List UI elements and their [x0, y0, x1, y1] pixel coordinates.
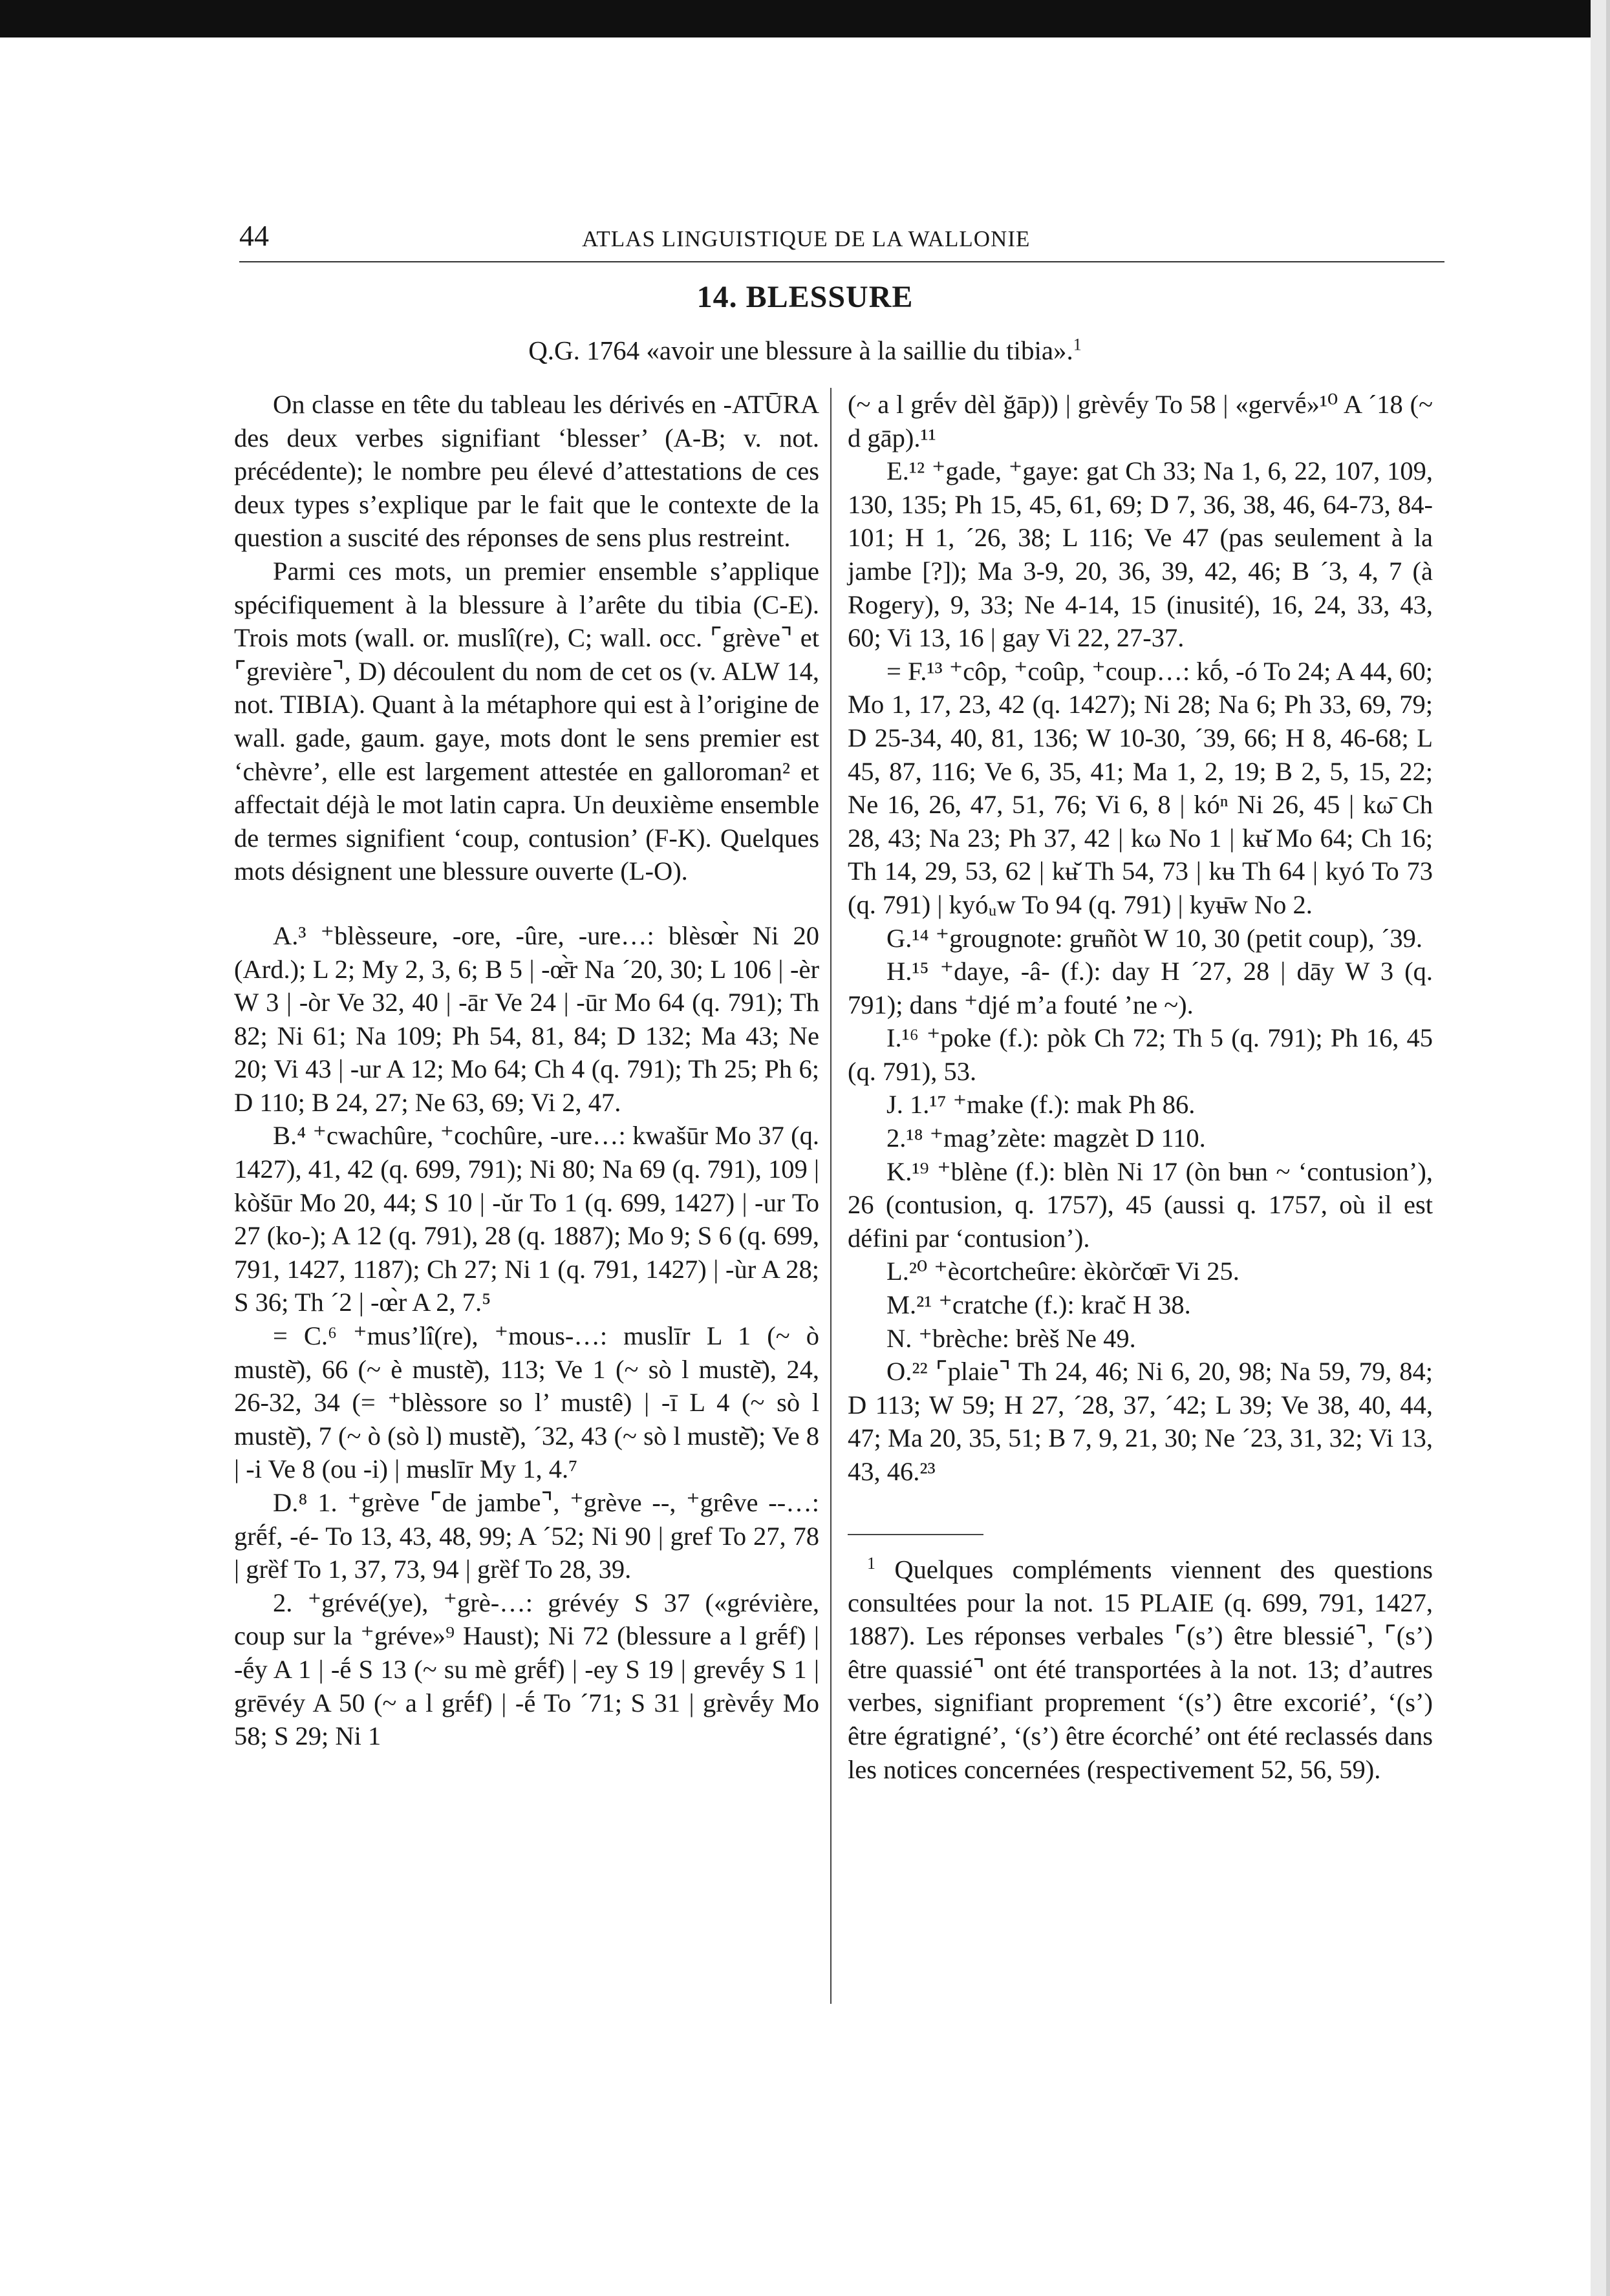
intro-paragraph: On classe en tête du tableau les dérivés en -ATŪRA des deux verbes signifiant ‘blesser’ (A-B; v. not. précédente); le nombre peu élevé d’attestations de ces deux types s’explique par le fait que le contexte de la question a suscité des réponses de sens plus restreint.	[234, 390, 819, 553]
column-rule	[830, 388, 832, 2004]
scan-top-border	[0, 0, 1610, 37]
question-note-ref: 1	[1073, 335, 1082, 354]
entry-paragraph: A.³ ⁺blèsseure, -ore, -ûre, -ure…: blèsœ̀r Ni 20 (Ard.); L 2; My 2, 3, 6; B 5 | -œ̄̀r Na ´20, 30; L 106 | -èr W 3 | -òr Ve 32, 40 | -ār Ve 24 | -ūr Mo 64 (q. 791); Th 82; Ni 61; Na 109; Ph 54, 81, 84; D 132; Ma 43; Ne 20; Vi 43 | -ur A 12; Mo 64; Ch 4 (q. 791); Th 25; Ph 6; D 110; B 24, 27; Ne 63, 69; Vi 2, 47.	[234, 920, 819, 1117]
entry-paragraph: E.¹² ⁺gade, ⁺gaye: gat Ch 33; Na 1, 6, 22, 107, 109, 130, 135; Ph 15, 45, 61, 69; D 7, 36, 38, 46, 64-73, 84-101; H 1, ´26, 38; L 116; Ve 47 (pas seulement à la jambe [?]); Ma 3-9, 20, 36, 39, 42, 46; B ´3, 4, 7 (à Rogery), 9, 33; Ne 4-14, 15 (inusité), 16, 24, 33, 43, 60; Vi 13, 16 | gay Vi 22, 27-37.	[848, 456, 1433, 653]
entry-paragraph: (~ a l grḗv dèl ğāp)) | grèvḗy To 58 | «gervḗ»¹⁰ A ´18 (~ d gāp).¹¹	[848, 390, 1433, 452]
entry-paragraph: = F.¹³ ⁺côp, ⁺coûp, ⁺coup…: kṓ, -ó To 24; A 44, 60; Mo 1, 17, 23, 42 (q. 1427); Ni 28; Na 6; Ph 33, 69, 79; D 25-34, 40, 81, 136; W 10-30, ´39, 66; H 8, 46-68; L 45, 87, 116; Ve 6, 35, 41; Ma 1, 2, 19; B 2, 5, 15, 22; Ne 16, 26, 47, 51, 76; Vi 6, 8 | kóⁿ Ni 26, 45 | kω̄ Ch 28, 43; Na 23; Ph 37, 42 | kω No 1 | kʉ̆ Mo 64; Ch 16; Th 14, 29, 53, 62 | kʉ̆ Th 54, 73 | kʉ Th 64 | kyó To 73 (q. 791) | kyóᵤw To 94 (q. 791) | kyʉ̄w No 2.	[848, 656, 1433, 919]
question-line	[0, 335, 1610, 366]
footnote	[848, 1547, 1433, 1787]
entry-paragraph: D.⁸ 1. ⁺grève ⌜de jambe⌝, ⁺grève --, ⁺grêve --…: grḗf, -é- To 13, 43, 48, 99; A ´52; Ni 90 | gref To 27, 78 | grȅf To 1, 37, 73, 94 | grȅf To 28, 39.	[234, 1488, 819, 1584]
entry-paragraph: 2.¹⁸ ⁺mag’zète: magzèt D 110.	[886, 1123, 1206, 1153]
entry-paragraph: G.¹⁴ ⁺grougnote: grʉñòt W 10, 30 (petit coup), ´39.	[886, 923, 1423, 953]
footnote-rule	[848, 1534, 983, 1535]
entry-paragraph: 2. ⁺grévé(ye), ⁺grè-…: grévéy S 37 («grévière, coup sur la ⁺gréve»⁹ Haust); Ni 72 (blessure a l grḗf) | -ḗy A 1 | -ḗ S 13 (~ su mè grḗf) | -ey S 19 | grevḗy S 1 | grēvéy A 50 (~ a l grḗf) | -ḗ To ´71; S 31 | grèvḗy Mo 58; S 29; Ni 1	[234, 1588, 819, 1751]
entry-paragraph: = C.⁶ ⁺mus’lî(re), ⁺mous-…: muslīr L 1 (~ ò mustè̄), 66 (~ è mustè̄), 113; Ve 1 (~ sò l mustè̄), 24, 26-32, 34 (= ⁺blèssore so l’ mustê) | -ī L 4 (~ sò l mustè̄), 7 (~ ò (sò l) mustè̄), ´32, 43 (~ sò l mustè̄); Ve 8 | -i Ve 8 (ou -i) | mʉslīr My 1, 4.⁷	[234, 1321, 819, 1484]
entry-paragraph: N. ⁺brèche: brèš Ne 49.	[886, 1323, 1136, 1353]
entry-paragraph: H.¹⁵ ⁺daye, -â- (f.): day H ´27, 28 | dāy W 3 (q. 791); dans ⁺djé m’a fouté ’ne ~).	[848, 957, 1433, 1019]
entry-paragraph: J. 1.¹⁷ ⁺make (f.): mak Ph 86.	[886, 1090, 1196, 1120]
intro-paragraph: Parmi ces mots, un premier ensemble s’applique spécifiquement à la blessure à l’arête du tibia (C-E). Trois mots (wall. or. muslî(re), C; wall. occ. ⌜grève⌝ et ⌜grevière⌝, D) découlent du nom de cet os (v. ALW 14, not. TIBIA). Quant à la métaphore qui est à l’origine de wall. gade, gaum. gaye, mots dont le sens premier est ‘chèvre’, elle est largement attestée en galloroman² et affectait déjà le mot latin capra. Un deuxième ensemble de termes signifient ‘coup, contusion’ (F-K). Quelques mots désignent une blessure ouverte (L-O).	[234, 556, 819, 886]
footnote-text: Quelques compléments viennent des questions consultées pour la not. 15 PLAIE (q. 699, 791, 1427, 1887). Les réponses verbales ⌜(s’) être blessié⌝, ⌜(s’) être quassié⌝ ont été transportées à la not. 13; d’autres verbes, signifiant proprement ‘(s’) être excorié’, ‘(s’) être égratigné’, ‘(s’) être écorché’ ont été reclassés dans les notices concernées (respectivement 52, 56, 59).	[848, 1555, 1433, 1784]
entry-paragraph: L.²⁰ ⁺ècortcheûre: èkòrčœ̄r Vi 25.	[886, 1257, 1240, 1286]
entry-paragraph: B.⁴ ⁺cwachûre, ⁺cochûre, -ure…: kwašūr Mo 37 (q. 1427), 41, 42 (q. 699, 791); Ni 80; Na 69 (q. 791), 109 | kòšūr Mo 20, 44; S 10 | -ŭr To 1 (q. 699, 1427) | -ur To 27 (ko-); A 12 (q. 791), 28 (q. 1887); Mo 9; S 6 (q. 699, 791, 1427, 1187); Ch 27; Ni 1 (q. 791, 1427) | -ùr A 28; S 36; Th ´2 | -œ̀r A 2, 7.⁵	[234, 1121, 819, 1317]
entry-paragraph: M.²¹ ⁺cratche (f.): krač H 38.	[886, 1290, 1191, 1320]
journal-title: ATLAS LINGUISTIQUE DE LA WALLONIE	[582, 226, 1031, 251]
entry-paragraph: O.²² ⌜plaie⌝ Th 24, 46; Ni 6, 20, 98; Na 59, 79, 84; D 113; W 59; H 27, ´28, 37, ´42; L 39; Ve 38, 40, 44, 47; Ma 20, 35, 51; B 7, 9, 21, 30; Ne ´23, 31, 32; Vi 13, 43, 46.²³	[848, 1357, 1433, 1486]
page-number: 44	[239, 219, 269, 252]
left-column	[234, 388, 819, 1753]
running-head	[239, 213, 1444, 262]
right-column	[848, 388, 1433, 1786]
entry-title: 14. BLESSURE	[696, 280, 914, 314]
footnote-number: 1	[867, 1553, 875, 1573]
entry-paragraph: I.¹⁶ ⁺poke (f.): pòk Ch 72; Th 5 (q. 791); Ph 16, 45 (q. 791), 53.	[848, 1023, 1433, 1086]
entry-paragraph: K.¹⁹ ⁺blène (f.): blèn Ni 17 (òn bʉn ~ ‘contusion’), 26 (contusion, q. 1757), 45 (aussi q. 1757, où il est défini par ‘contusion’).	[848, 1156, 1433, 1253]
question-text: Q.G. 1764 «avoir une blessure à la saillie du tibia».	[528, 335, 1073, 365]
